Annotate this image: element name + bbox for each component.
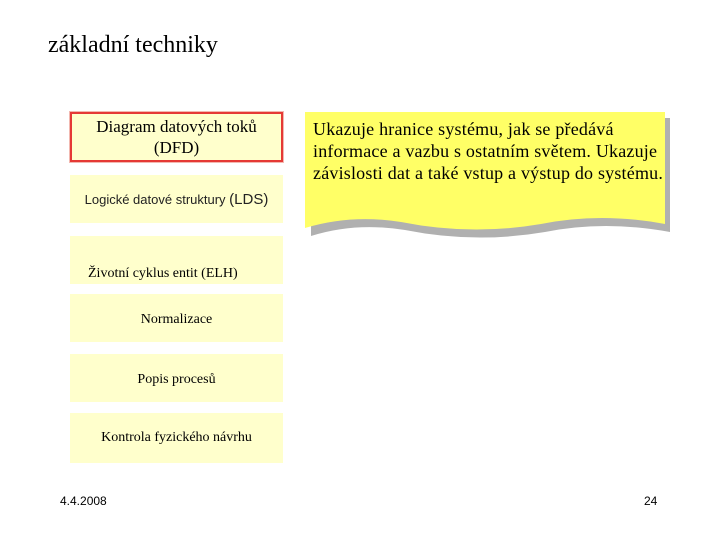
technique-label: Popis procesů xyxy=(137,372,216,387)
page-title: základní techniky xyxy=(48,32,218,58)
technique-acronym: (LDS) xyxy=(229,190,269,208)
page-number: 24 xyxy=(644,494,658,508)
technique-label xyxy=(85,191,269,208)
technique-label: Diagram datových toků (DFD) xyxy=(96,117,257,157)
technique-dfd-button[interactable] xyxy=(70,112,283,162)
footer-date: 4.4.2008 xyxy=(60,494,107,508)
description-note xyxy=(305,112,670,230)
technique-label: Životní cyklus entit (ELH) xyxy=(88,266,238,281)
technique-label-text: Logické datové struktury xyxy=(84,191,226,207)
technique-elh-button[interactable] xyxy=(70,236,283,284)
technique-popis-button[interactable] xyxy=(70,354,283,402)
technique-label: Kontrola fyzického návrhu xyxy=(101,430,252,445)
technique-kontrola-button[interactable] xyxy=(70,413,283,463)
technique-normalizace-button[interactable] xyxy=(70,294,283,342)
note-text: Ukazuje hranice systému, jak se předává informace a vazbu s ostatním světem. Ukazuje závislosti dat a také vstup a výstup do systému. xyxy=(313,119,664,183)
technique-label: Normalizace xyxy=(140,312,213,327)
technique-lds-button[interactable] xyxy=(70,175,283,223)
